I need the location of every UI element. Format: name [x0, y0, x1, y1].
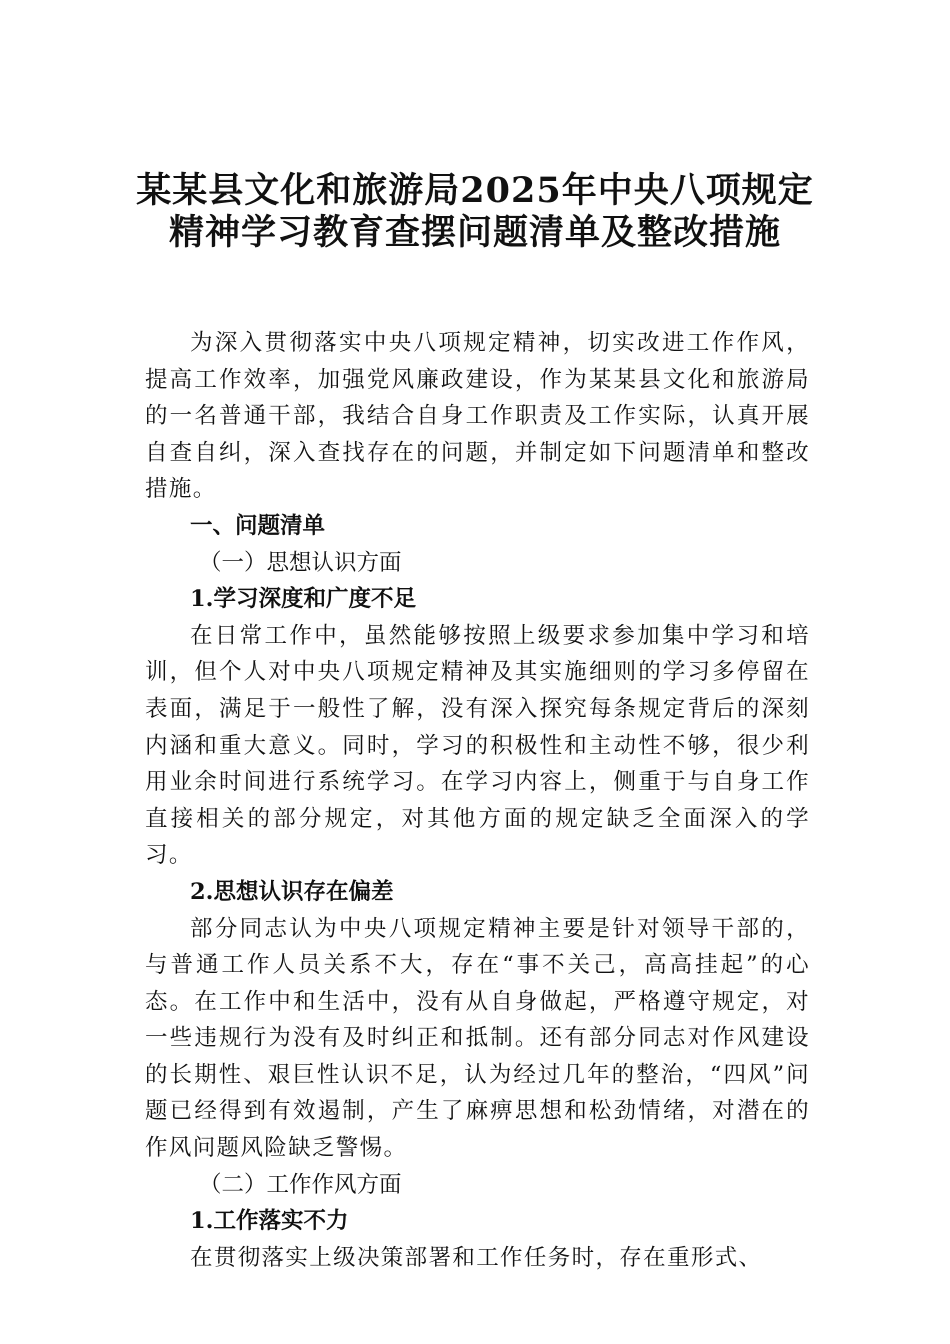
section-heading-problem-list: 一、问题清单 [190, 512, 326, 539]
document-body [145, 325, 810, 1276]
item-heading-study-depth: 1.学习深度和广度不足 [190, 586, 416, 613]
subsection-heading-work-style: （二）工作作风方面 [199, 1171, 402, 1198]
document-title-line-1: 某某县文化和旅游局2025年中央八项规定 [136, 170, 814, 211]
item-heading-ideology-bias: 2.思想认识存在偏差 [190, 878, 394, 905]
item-paragraph-ideology-bias: 部分同志认为中央八项规定精神主要是针对领导干部的，与普通工作人员关系不大，存在“事不关己，高高挂起”的心态。在工作中和生活中，没有从自身做起，严格遵守规定，对一些违规行为没有及时纠正和抵制。还有部分同志对作风建设的长期性、艰巨性认识不足，认为经过几年的整治，“四风”问题已经得到有效遏制，产生了麻痹思想和松劲情绪，对潜在的作风问题风险缺乏警惕。 [145, 915, 810, 1162]
item-heading-implementation: 1.工作落实不力 [190, 1208, 349, 1235]
item-paragraph-study-depth: 在日常工作中，虽然能够按照上级要求参加集中学习和培训，但个人对中央八项规定精神及其实施细则的学习多停留在表面，满足于一般性了解，没有深入探究每条规定背后的深刻内涵和重大意义。同时，学习的积极性和主动性不够，很少利用业余时间进行系统学习。在学习内容上，侧重于与自身工作直接相关的部分规定，对其他方面的规定缺乏全面深入的学习。 [145, 622, 810, 869]
subsection-heading-ideology: （一）思想认识方面 [199, 549, 402, 576]
document-title-line-2: 精神学习教育查摆问题清单及整改措施 [168, 212, 781, 253]
item-paragraph-implementation: 在贯彻落实上级决策部署和工作任务时，存在重形式、 [190, 1244, 763, 1271]
intro-paragraph: 为深入贯彻落实中央八项规定精神，切实改进工作作风，提高工作效率，加强党风廉政建设，作为某某县文化和旅游局的一名普通干部，我结合自身工作职责及工作实际，认真开展自查自纠，深入查找存在的问题，并制定如下问题清单和整改措施。 [145, 330, 810, 503]
